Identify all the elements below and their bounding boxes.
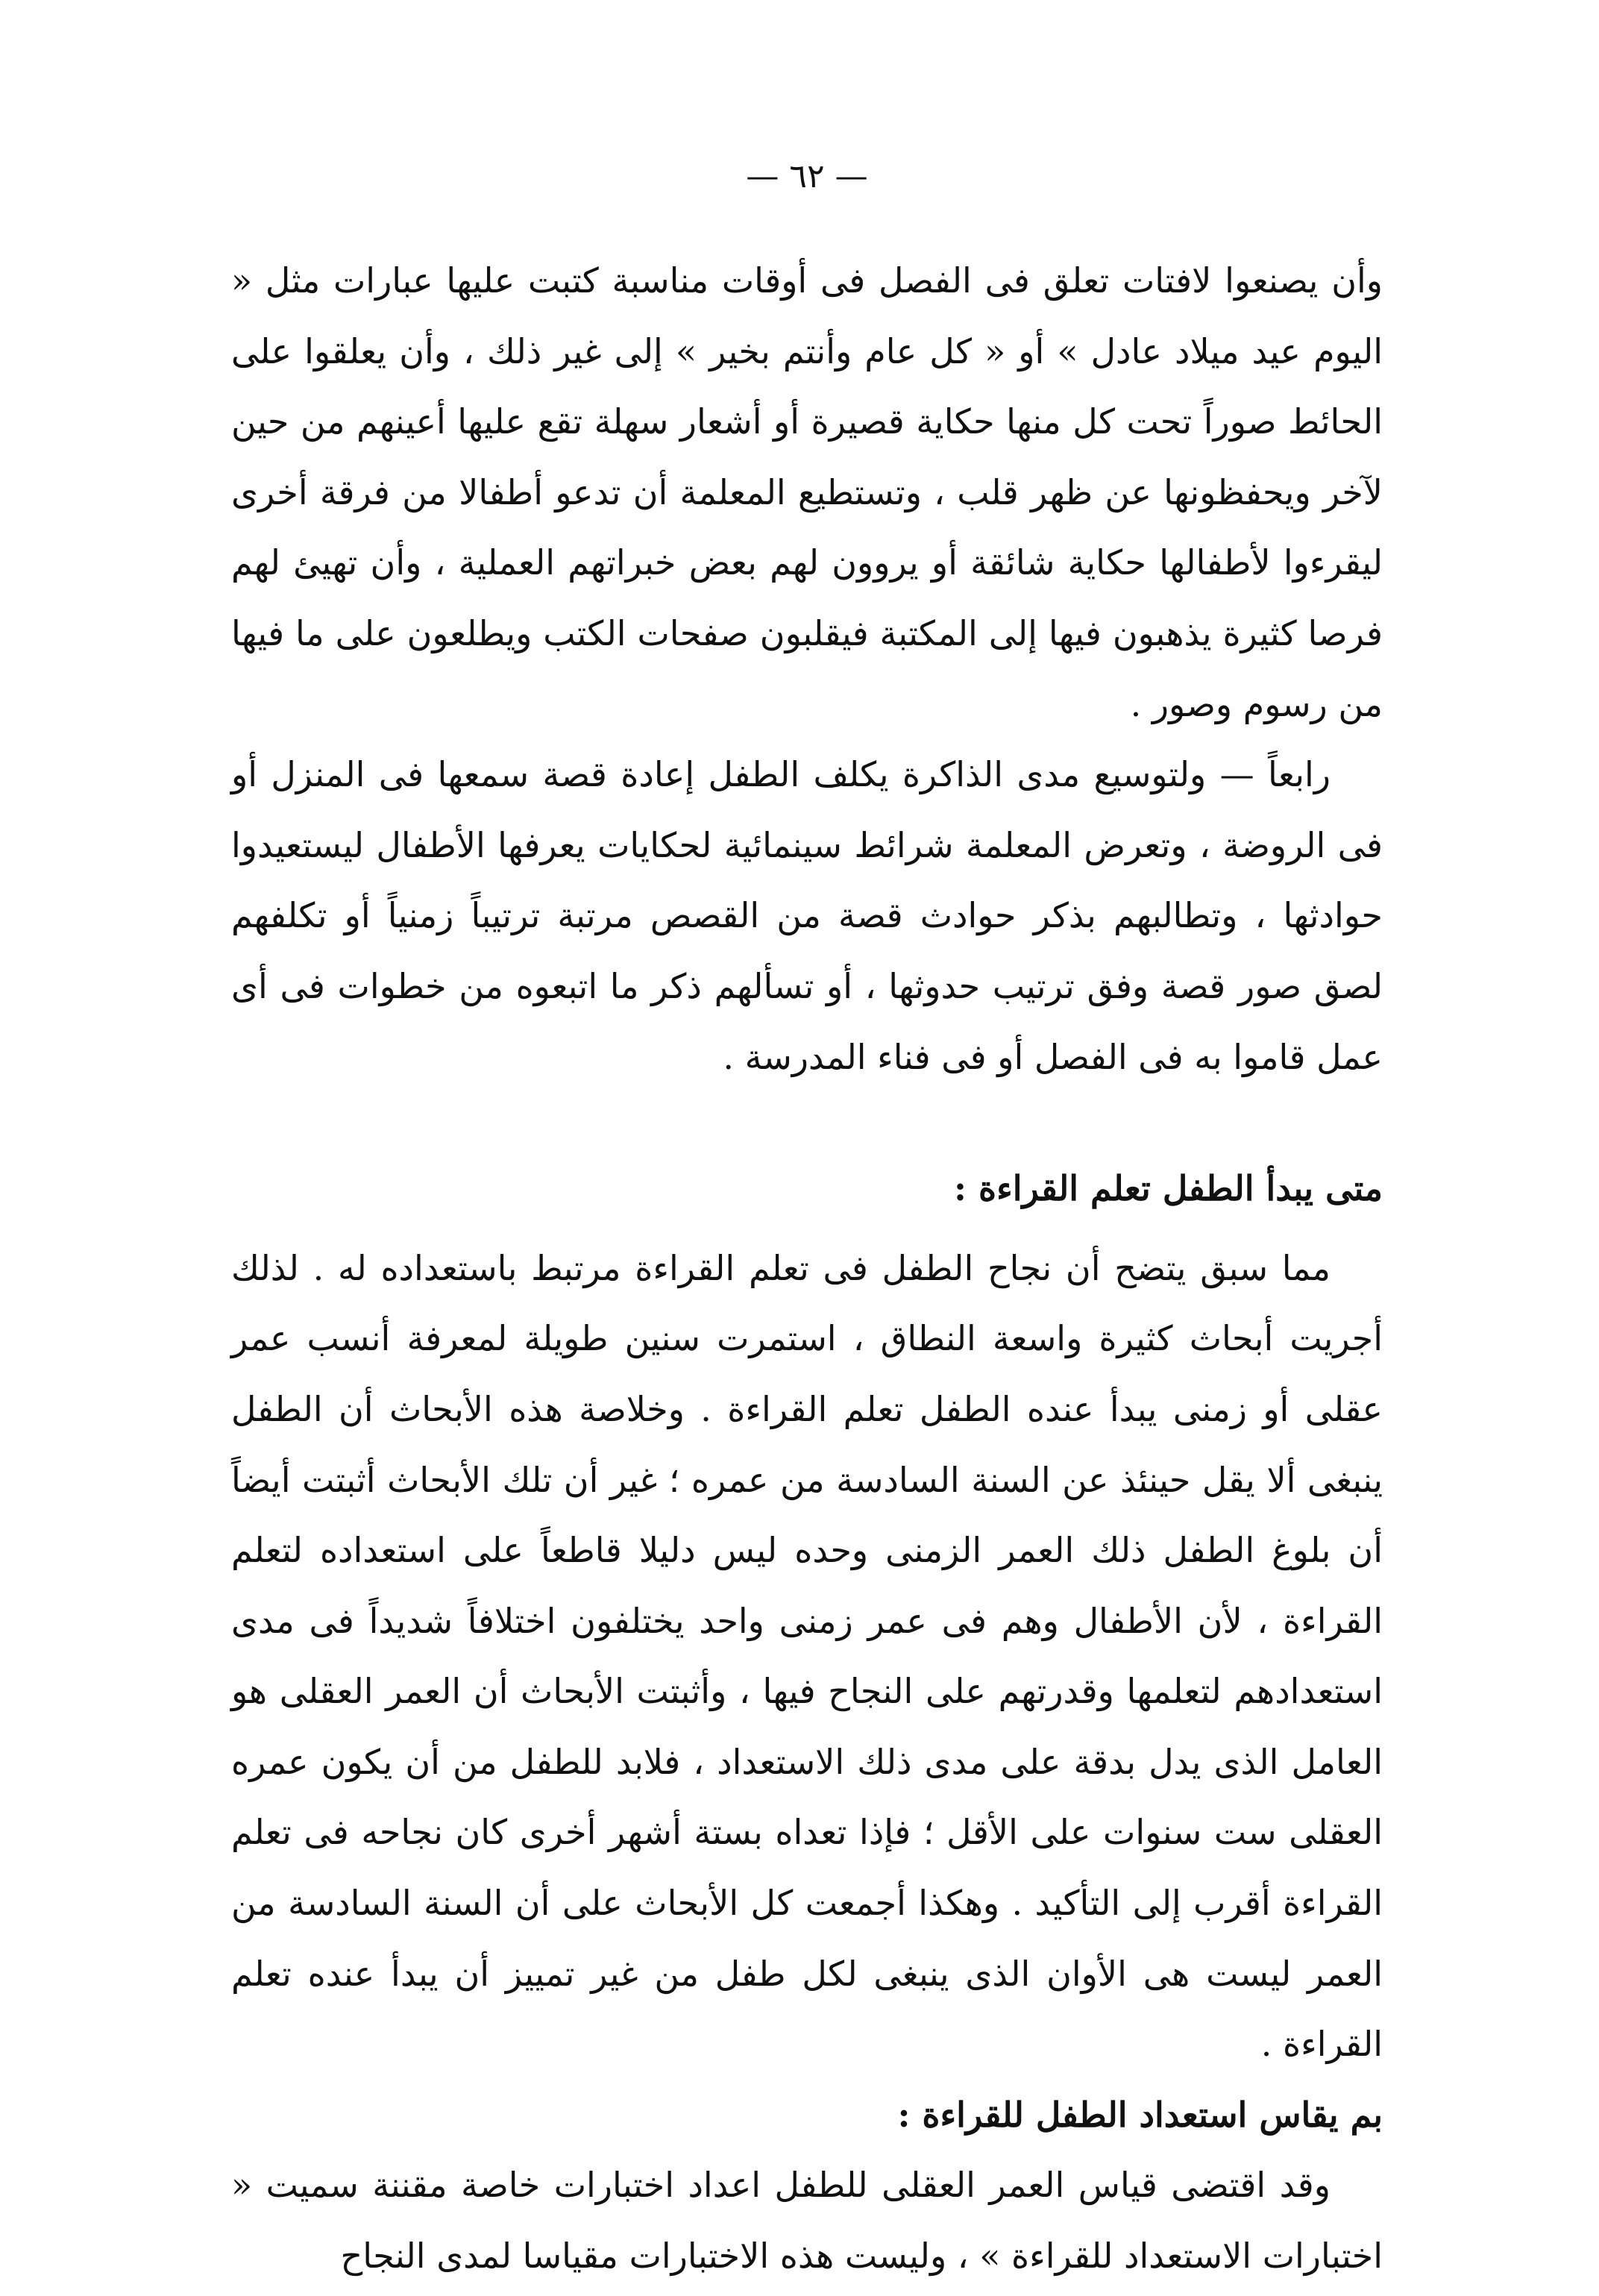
page-number: — ٦٢ —	[746, 157, 868, 195]
paragraph-signs-and-library: وأن يصنعوا لافتات تعلق فى الفصل فى أوقات مناسبة كتبت عليها عبارات مثل « اليوم عيد ميلاد عادل » أو « كل عام وأنتم بخير » إلى غير ذلك ، وأن يعلقوا على الحائط صوراً تحت كل منها حكاية قصيرة أو أشعار سهلة تقع عليها أعينهم من حين لآخر ويحفظونها عن ظهر قلب ، وتستطيع المعلمة أن تدعو أطفالا من فرقة أخرى ليقرءوا لأطفالها حكاية شائقة أو يروون لهم بعض خبراتهم العملية ، وأن تهيئ لهم فرصا كثيرة يذهبون فيها إلى المكتبة فيقلبون صفحات الكتب ويطلعون على ما فيها من رسوم وصور .	[231, 260, 1383, 724]
paragraph-reading-age-research: مما سبق يتضح أن نجاح الطفل فى تعلم القراءة مرتبط باستعداده له . لذلك أجريت أبحاث كثيرة واسعة النطاق ، استمرت سنين طويلة لمعرفة أنسب عمر عقلى أو زمنى يبدأ عنده الطفل تعلم القراءة . وخلاصة هذه الأبحاث أن الطفل ينبغى ألا يقل حينئذ عن السنة السادسة من عمره ؛ غير أن تلك الأبحاث أثبتت أيضاً أن بلوغ الطفل ذلك العمر الزمنى وحده ليس دليلا قاطعاً على استعداده لتعلم القراءة ، لأن الأطفال وهم فى عمر زمنى واحد يختلفون اختلافاً شديداً فى مدى استعدادهم لتعلمها وقدرتهم على النجاح فيها ، وأثبتت الأبحاث أن العمر العقلى هو العامل الذى يدل بدقة على مدى ذلك الاستعداد ، فلابد للطفل من أن يكون عمره العقلى ست سنوات على الأقل ؛ فإذا تعداه بستة أشهر أخرى كان نجاحه فى تعلم القراءة أقرب إلى التأكيد . وهكذا أجمعت كل الأبحاث على أن السنة السادسة من العمر ليست هى الأوان الذى ينبغى لكل طفل من غير تمييز أن يبدأ عنده تعلم القراءة .	[231, 1247, 1383, 2065]
section-heading-readiness-measure: بم يقاس استعداد الطفل للقراءة :	[897, 2094, 1383, 2135]
paragraph-memory-expansion: رابعاً — ولتوسيع مدى الذاكرة يكلف الطفل إعادة قصة سمعها فى المنزل أو فى الروضة ، وتعرض المعلمة شرائط سينمائية لحكايات يعرفها الأطفال ليستعيدوا حوادثها ، وتطالبهم بذكر حوادث قصة من القصص مرتبة ترتيباً زمنياً أو تكلفهم لصق صور قصة وفق ترتيب حدوثها ، أو تسألهم ذكر ما اتبعوه من خطوات فى أى عمل قاموا به فى الفصل أو فى فناء المدرسة .	[231, 754, 1383, 1077]
section-heading-when-to-read: متى يبدأ الطفل تعلم القراءة :	[954, 1168, 1383, 1209]
paragraph-readiness-tests: وقد اقتضى قياس العمر العقلى للطفل اعداد اختبارات خاصة مقننة سميت « اختبارات الاستعداد للقراءة » ، وليست هذه الاختبارات مقياسا لمدى النجاح	[231, 2165, 1383, 2277]
